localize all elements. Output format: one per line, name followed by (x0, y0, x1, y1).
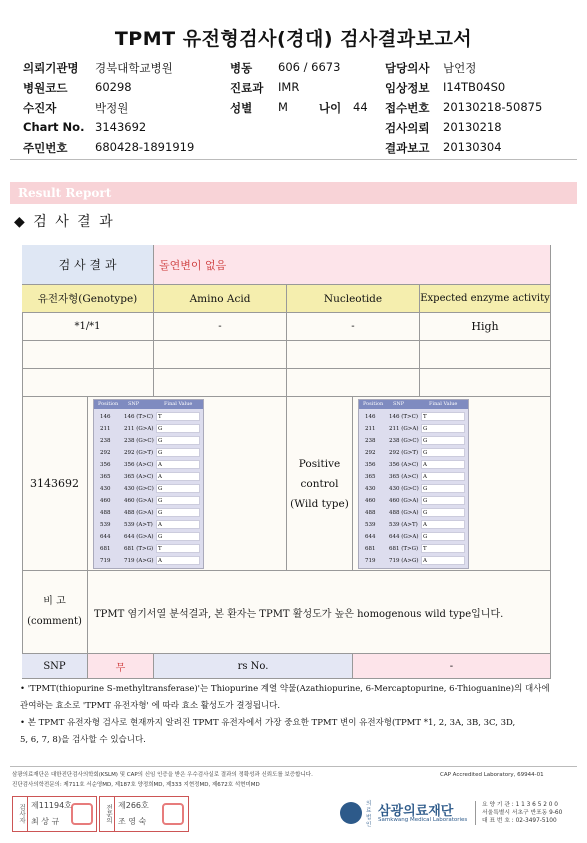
snp-header: Position (363, 401, 384, 407)
snp-position: 430 (100, 486, 111, 492)
sample-id: 3143692 (22, 397, 88, 571)
snp-change: 292 (G>T) (124, 450, 154, 456)
header-label: 진료과 (230, 81, 264, 95)
snp-final-value: T (423, 546, 427, 552)
snp-position: 356 (100, 462, 111, 468)
org-english-name: Samkwang Medical Laboratories (378, 817, 468, 823)
enzyme-activity-value: High (420, 313, 551, 341)
result-report-band (10, 182, 577, 204)
snp-change: 211 (G>A) (389, 426, 419, 432)
final-value-field (421, 544, 465, 553)
snp-row (94, 507, 203, 519)
header-label: 수진자 (23, 101, 57, 115)
snp-position: 292 (365, 450, 376, 456)
header-label: 성별 (230, 101, 253, 115)
snp-row (359, 423, 468, 435)
snp-position: 681 (365, 546, 376, 552)
snp-row (359, 411, 468, 423)
genotype-value: *1/*1 (22, 313, 154, 341)
snp-change: 681 (T>G) (389, 546, 419, 552)
snp-position: 488 (100, 510, 111, 516)
snp-row (94, 519, 203, 531)
note-line: 관여하는 효소로 'TPMT 유전자형' 에 따라 효소 활성도가 결정됩니다. (20, 701, 281, 711)
header-value: 680428-1891919 (95, 140, 195, 154)
rs-label: rs No. (154, 654, 353, 679)
contact-line: 대 표 번 호 : 02-3497-5100 (482, 818, 557, 824)
org-name: 삼광의료재단 (378, 804, 454, 819)
remark-label (22, 571, 88, 654)
footer-line1: 삼광의료재단은 대한진단검사의학회(KSLM) 및 CAP의 신임 인증을 받은 우수검사실로 결과의 정확성과 신뢰도를 보증합니다. (12, 772, 313, 778)
header-label: 주민번호 (23, 141, 68, 155)
snp-change: 644 (G>A) (389, 534, 419, 540)
nucleotide-value: - (287, 313, 420, 341)
snp-change: 365 (A>C) (124, 474, 154, 480)
snp-final-value: A (423, 522, 427, 528)
empty-cell (154, 369, 287, 397)
snp-position: 539 (365, 522, 376, 528)
snp-row (359, 507, 468, 519)
header-label: 병원코드 (23, 81, 68, 95)
snp-change: 681 (T>G) (124, 546, 154, 552)
snp-change: 365 (A>C) (389, 474, 419, 480)
final-value-field (156, 448, 200, 457)
snp-final-value: G (158, 510, 163, 516)
snp-row (94, 411, 203, 423)
snp-change: 146 (T>C) (124, 414, 154, 420)
col-enzyme-activity: Expected enzyme activity (420, 285, 551, 313)
header-label: 접수번호 (385, 101, 430, 115)
remark-text: TPMT 염기서열 분석결과, 본 환자는 TPMT 활성도가 높은 homogenous wild type입니다. (88, 571, 551, 654)
snp-change: 356 (A>C) (124, 462, 154, 468)
header-label: 담당의사 (385, 61, 430, 75)
snp-position: 292 (100, 450, 111, 456)
age-label: 나이 (319, 101, 342, 115)
final-value-field (156, 436, 200, 445)
empty-cell (420, 341, 551, 369)
snp-change: 539 (A>T) (124, 522, 153, 528)
snp-change: 460 (G>A) (124, 498, 154, 504)
org-contact (475, 801, 562, 825)
snp-row (94, 543, 203, 555)
snp-position: 719 (365, 558, 376, 564)
final-value-field (421, 532, 465, 541)
result-value: 돌연변이 없음 (154, 245, 551, 285)
header-value: 경북대학교병원 (95, 61, 173, 75)
footer-line2: 진단검사의학전문의: 제711호 서순영MD, 제187호 양정희MD, 제333 지현정MD, 제672호 석현미MD (12, 782, 260, 788)
snp-row (359, 555, 468, 567)
stamp-icon (71, 803, 93, 825)
snp-row (359, 435, 468, 447)
snp-position: 644 (365, 534, 376, 540)
snp-change: 211 (G>A) (124, 426, 154, 432)
snp-position: 365 (100, 474, 111, 480)
snp-change: 488 (G>A) (389, 510, 419, 516)
control-label-2: control (300, 477, 339, 490)
snp-final-value: G (158, 498, 163, 504)
snp-position: 238 (365, 438, 376, 444)
remark-label-2: (comment) (27, 616, 82, 627)
header-label: 결과보고 (385, 141, 430, 155)
section-title: ◆ 검 사 결 과 (14, 214, 115, 230)
snp-row (359, 495, 468, 507)
snp-final-value: A (158, 558, 162, 564)
snp-position: 460 (100, 498, 111, 504)
snp-final-value: A (423, 558, 427, 564)
empty-cell (22, 341, 154, 369)
snp-change: 430 (G>C) (389, 486, 419, 492)
stamp-icon (162, 803, 184, 825)
snp-position: 644 (100, 534, 111, 540)
snp-position: 430 (365, 486, 376, 492)
header-value: 60298 (95, 80, 132, 94)
snp-final-value: G (423, 534, 428, 540)
snp-position: 146 (365, 414, 376, 420)
header-label: 의뢰기관명 (23, 61, 79, 75)
snp-final-value: T (158, 414, 162, 420)
snp-row (94, 447, 203, 459)
header-value: 남언정 (443, 61, 477, 75)
snp-change: 460 (G>A) (389, 498, 419, 504)
header-value: 20130218 (443, 120, 502, 134)
snp-final-value: G (423, 486, 428, 492)
snp-row (359, 447, 468, 459)
age-value: 44 (353, 100, 368, 114)
snp-row (94, 483, 203, 495)
snp-row (359, 483, 468, 495)
header-label: 검사의뢰 (385, 121, 430, 135)
final-value-field (156, 412, 200, 421)
amino-acid-value: - (154, 313, 287, 341)
snp-final-value: G (158, 438, 163, 444)
header-value: 20130218-50875 (443, 100, 543, 114)
header-label: 임상정보 (385, 81, 430, 95)
snp-change: 430 (G>C) (124, 486, 154, 492)
sig2-role: 전문의 (100, 797, 115, 831)
snp-position: 539 (100, 522, 111, 528)
final-value-field (421, 436, 465, 445)
snp-position: 211 (365, 426, 376, 432)
cap-accreditation: CAP Accredited Laboratory, 69944-01 (440, 772, 544, 778)
snp-position: 719 (100, 558, 111, 564)
snp-final-value: G (158, 426, 163, 432)
result-table (22, 245, 551, 679)
snp-position: 146 (100, 414, 111, 420)
snp-header: Position (98, 401, 119, 407)
notes (20, 681, 570, 749)
snp-value: 무 (88, 654, 154, 679)
sample-snp-cell (88, 397, 287, 571)
snp-position: 365 (365, 474, 376, 480)
snp-final-value: G (423, 450, 428, 456)
contact-line: 서울특별시 서초구 반포동 9-60 (482, 810, 563, 816)
snp-row (94, 435, 203, 447)
header-value: 박정원 (95, 101, 129, 115)
snp-row (359, 543, 468, 555)
snp-position: 238 (100, 438, 111, 444)
final-value-field (421, 496, 465, 505)
control-snp-cell (353, 397, 551, 571)
header-divider (10, 159, 577, 160)
snp-change: 539 (A>T) (389, 522, 418, 528)
sig2-no: 제266호 (118, 801, 149, 810)
snp-position: 488 (365, 510, 376, 516)
final-value-field (421, 484, 465, 493)
org-prefix: 의료법인 (366, 801, 372, 828)
positive-control-label (287, 397, 353, 571)
snp-row (94, 423, 203, 435)
empty-cell (287, 341, 420, 369)
snp-label: SNP (22, 654, 88, 679)
sig1-role: 검사자 (13, 797, 28, 831)
snp-final-value: G (423, 426, 428, 432)
final-value-field (156, 544, 200, 553)
empty-cell (420, 369, 551, 397)
sig1-name: 최 상 규 (31, 817, 60, 826)
snp-change: 238 (G>C) (124, 438, 154, 444)
snp-final-value: T (423, 414, 427, 420)
header-value: IMR (278, 80, 300, 94)
snp-row (94, 459, 203, 471)
signature-block-tech (12, 796, 97, 832)
snp-position: 460 (365, 498, 376, 504)
snp-row (94, 555, 203, 567)
snp-change: 719 (A>G) (389, 558, 419, 564)
snp-change: 356 (A>C) (389, 462, 419, 468)
snp-change: 146 (T>C) (389, 414, 419, 420)
sig2-name: 조 영 숙 (118, 817, 147, 826)
final-value-field (156, 532, 200, 541)
final-value-field (156, 496, 200, 505)
snp-final-value: T (158, 546, 162, 552)
snp-row (94, 471, 203, 483)
final-value-field (156, 424, 200, 433)
empty-cell (154, 341, 287, 369)
sig1-no: 제11194호 (31, 801, 72, 810)
snp-position: 681 (100, 546, 111, 552)
header-label: Chart No. (23, 120, 85, 134)
remark-label-1: 비 고 (43, 596, 66, 607)
empty-cell (22, 369, 154, 397)
note-line: • 'TPMT(thiopurine S-methyltransferase)'는 Thiopurine 계열 약물(Azathiopurine, 6-Mercaptopurine, 6-Thioguanine)의 대사에 (20, 684, 550, 694)
snp-final-value: A (158, 462, 162, 468)
col-nucleotide: Nucleotide (287, 285, 420, 313)
sample-snp-panel (93, 399, 204, 569)
final-value-field (421, 460, 465, 469)
snp-change: 644 (G>A) (124, 534, 154, 540)
header-value: 606 / 6673 (278, 60, 341, 74)
final-value-field (156, 520, 200, 529)
final-value-field (421, 472, 465, 481)
control-label-3: (Wild type) (290, 497, 349, 510)
rs-value: - (353, 654, 551, 679)
header-label: 병동 (230, 61, 253, 75)
header-value: 20130304 (443, 140, 502, 154)
note-line: 5, 6, 7, 8)을 검사할 수 있습니다. (20, 735, 146, 745)
final-value-field (421, 508, 465, 517)
snp-row (94, 495, 203, 507)
snp-final-value: A (158, 474, 162, 480)
header-value: I14TB04S0 (443, 80, 506, 94)
final-value-field (421, 556, 465, 565)
col-amino-acid: Amino Acid (154, 285, 287, 313)
final-value-field (421, 448, 465, 457)
control-snp-panel (358, 399, 469, 569)
snp-position: 356 (365, 462, 376, 468)
snp-row (94, 531, 203, 543)
header-value: 3143692 (95, 120, 147, 134)
col-genotype: 유전자형(Genotype) (22, 285, 154, 313)
snp-final-value: A (423, 474, 427, 480)
snp-row (359, 471, 468, 483)
snp-header: SNP (128, 401, 140, 407)
final-value-field (156, 484, 200, 493)
final-value-field (156, 460, 200, 469)
final-value-field (156, 556, 200, 565)
snp-row (359, 531, 468, 543)
snp-final-value: G (423, 498, 428, 504)
final-value-field (156, 472, 200, 481)
snp-final-value: G (423, 438, 428, 444)
samkwang-logo-icon (340, 802, 362, 824)
snp-final-value: G (158, 450, 163, 456)
snp-change: 292 (G>T) (389, 450, 419, 456)
header-value: M (278, 100, 288, 114)
signature-block-doctor (99, 796, 189, 832)
note-line: • 본 TPMT 유전자형 검사로 현재까지 알려진 TPMT 유전자에서 가장 중요한 TPMT 변이 유전자형(TPMT *1, 2, 3A, 3B, 3C, 3D, (20, 718, 516, 728)
final-value-field (156, 508, 200, 517)
snp-final-value: A (158, 522, 162, 528)
snp-final-value: A (423, 462, 427, 468)
snp-final-value: G (158, 534, 163, 540)
result-label: 검 사 결 과 (22, 245, 154, 285)
report-title: TPMT 유전형검사(경대) 검사결과보고서 (114, 28, 473, 50)
snp-final-value: G (158, 486, 163, 492)
snp-header: SNP (393, 401, 405, 407)
final-value-field (421, 424, 465, 433)
final-value-field (421, 412, 465, 421)
band-label: Result Report (18, 186, 112, 200)
empty-cell (287, 369, 420, 397)
footer-divider (10, 766, 577, 767)
snp-row (359, 519, 468, 531)
snp-final-value: G (423, 510, 428, 516)
snp-change: 488 (G>A) (124, 510, 154, 516)
snp-header: Final Value (164, 401, 193, 407)
snp-change: 238 (G>C) (389, 438, 419, 444)
snp-header: Final Value (429, 401, 458, 407)
final-value-field (421, 520, 465, 529)
control-label-1: Positive (298, 457, 341, 470)
snp-change: 719 (A>G) (124, 558, 154, 564)
snp-row (359, 459, 468, 471)
contact-line: 요 양 기 관 : 1 1 3 6 5 2 0 0 (482, 802, 558, 808)
snp-position: 211 (100, 426, 111, 432)
